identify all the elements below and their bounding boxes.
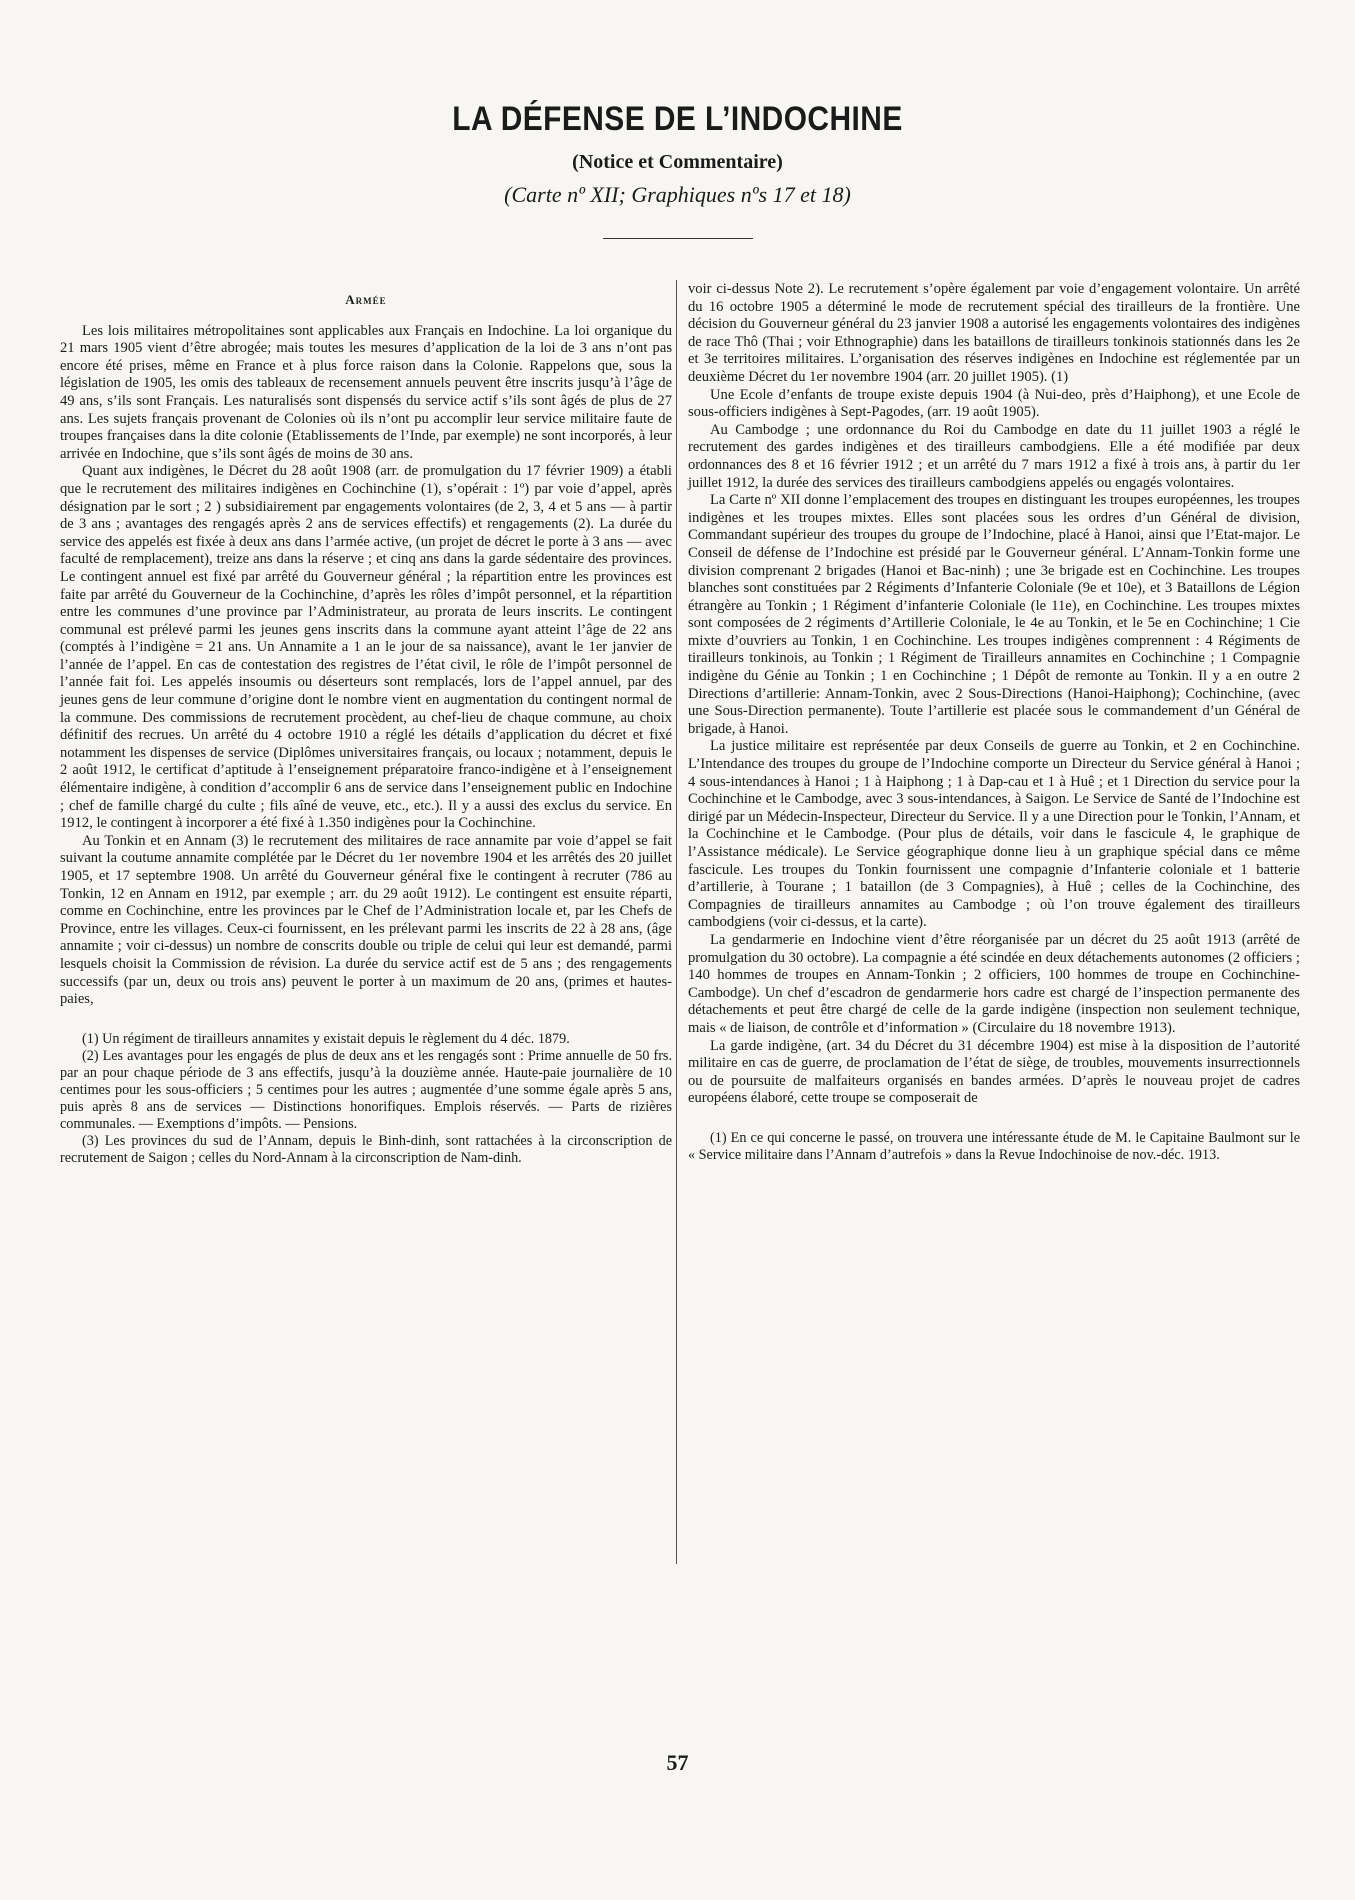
- footnote-gap: [688, 1108, 1300, 1130]
- paragraph: La garde indigène, (art. 34 du Décret du 31 décembre 1904) est mise à la disposition de l’autorité militaire en cas de guerre, de proclamation de l’état de siège, de troubles, mouvements insurrectionnels ou de poursuite de malfaiteurs organisés en bandes armées. D’après le nouveau projet de cadres européens élaboré, cette troupe se composerait de: [688, 1037, 1300, 1107]
- paragraph: La justice militaire est représentée par deux Conseils de guerre au Tonkin, et 2 en Cochinchine. L’Intendance des troupes du groupe de l’Indochine comporte un Directeur du Service général à Hanoi ; 4 sous-intendances à Hanoi ; 1 à Haiphong ; 1 à Dap-cau et 1 à Huê ; et 1 Direction du service pour la Cochinchine et le Cambodge, avec 3 sous-intendances, à Saigon. Le Service de Santé de l’Indochine est dirigé par un Médecin-Inspecteur, Directeur du Service. Il y a une Direction pour le Tonkin, l’Annam, et la Cochinchine et le Cambodge. (Pour plus de détails, voir dans le fascicule 4, le graphique de l’Assistance médicale). Le Service géographique donne lieu à un graphique spécial dans ce même fascicule. Les troupes du Tonkin fournissent une compagnie d’Infanterie coloniale et 1 batterie d’artillerie, à Tourane ; 1 bataillon (de 3 Compagnies), à Huê ; celles de la Cochinchine, des Compagnies de tirailleurs annamites au Cambodge ; où l’on trouve également des tirailleurs cambodgiens (voir ci-dessus, et la carte).: [688, 738, 1300, 931]
- page-number: 57: [666, 1750, 689, 1775]
- paragraph: Au Tonkin et en Annam (3) le recrutement des militaires de race annamite par voie d’appel se fait suivant la coutume annamite complétée par le Décret du 1er novembre 1904 et les arrêtés des 20 juillet 1905, et 17 septembre 1908. Un arrêté du Gouverneur général fixe le contingent à recruter (786 au Tonkin, 12 en Annam en 1912, par exemple ; arr. du 29 août 1912). Le contingent est ensuite réparti, comme en Cochinchine, entre les provinces par le Chef de l’Administration locale et, par les Chefs de Province, entre les villages. Ceux-ci fournissent, en les prélevant parmi les inscrits de 22 à 28 ans, (âge annamite ; voir ci-dessus) un nombre de conscrits double ou triple de celui qui leur est demandé, parmi lesquels choisit la Commission de révision. La durée du service actif est de 5 ans ; des rengagements successifs (par un, deux ou trois ans) peuvent le porter à un maximum de 20 ans, (primes et hautes-paies,: [60, 832, 672, 1008]
- title-rule: [603, 238, 753, 239]
- paragraph: Au Cambodge ; une ordonnance du Roi du Cambodge en date du 11 juillet 1903 a réglé le recrutement des gardes indigènes et des tirailleurs cambodgiens. Elle a été modifiée par deux ordonnances des 8 et 16 février 1912 ; et un arrêté du 7 mars 1912 a fixé à trois ans, à partir du 1er juillet 1912, la durée des services des tirailleurs cambodgiens appelés ou engagés volontaires.: [688, 421, 1300, 491]
- left-column: [60, 278, 672, 1167]
- paragraph: La gendarmerie en Indochine vient d’être réorganisée par un décret du 25 août 1913 (arrêté de promulgation du 30 octobre). La compagnie a été scindée en deux détachements autonomes (2 officiers ; 140 hommes de troupes en Annam-Tonkin ; 2 officiers, 100 hommes de troupe en Cochinchine-Cambodge). Un chef d’escadron de gendarmerie hors cadre est chargé de l’inspection permanente des détachements et peut être chargé de celle de la garde indigène (inspection non seulement technique, mais « de liaison, de contrôle et d’information » (Circulaire du 18 novembre 1913).: [688, 931, 1300, 1036]
- footnote: (3) Les provinces du sud de l’Annam, depuis le Binh-dinh, sont rattachées à la circonscription de recrutement de Saigon ; celles du Nord-Annam à la circonscription de Nam-dinh.: [60, 1132, 672, 1166]
- paragraph: voir ci-dessus Note 2). Le recrutement s’opère également par voie d’engagement volontaire. Un arrêté du 16 octobre 1905 a déterminé le mode de recrutement spécial des tirailleurs de la frontière. Une décision du Gouverneur général du 23 janvier 1908 a autorisé les engagements volontaires des indigènes de race Thô (Thai ; voir Ethnographie) dans les bataillons de tirailleurs tonkinois stationnés dans les 2e et 3e territoires militaires. L’organisation des réserves indigènes en Indochine est réglementée par un deuxième Décret du 1er novembre 1904 (arr. 20 juillet 1905). (1): [688, 281, 1300, 385]
- paragraph: Une Ecole d’enfants de troupe existe depuis 1904 (à Nui-deo, près d’Haiphong), et une Ecole de sous-officiers indigènes à Sept-Pagodes, (arr. 19 août 1905).: [688, 386, 1300, 421]
- column-separator: [676, 280, 677, 1564]
- right-column: [688, 281, 1300, 1164]
- paragraph: Les lois militaires métropolitaines sont applicables aux Français en Indochine. La loi organique du 21 mars 1905 vient d’être abrogée; mais toutes les mesures d’application de la loi de 3 ans n’ont pas encore été prises, même en France et à plus force raison dans la Colonie. Rappelons que, sous la législation de 1905, les omis des tableaux de recensement annuels peuvent être inscrits jusqu’à l’âge de 49 ans, s’ils sont Français. Les naturalisés sont dispensés du service actif s’ils sont âgés de plus de 27 ans. Les sujets français provenant de Colonies où ils n’ont pu accomplir leur service militaire faute de troupes françaises dans la dite colonie (Etablissements de l’Inde, par exemple) ne sont incorporés, à leur arrivée en Indochine, que s’ils sont âgés de moins de 30 ans.: [60, 322, 672, 462]
- section-heading: Armée: [345, 292, 387, 307]
- paragraph: Quant aux indigènes, le Décret du 28 août 1908 (arr. de promulgation du 17 février 1909) a établi que le recrutement des militaires indigènes en Cochinchine (1), s’opérait : 1º) par voie d’appel, après désignation par le sort ; 2 ) subsidiairement par engagements volontaires (de 2, 3, 4 et 5 ans — à partir de 3 ans ; avantages des rengagés après 2 ans de services effectifs) et rengagements (2). La durée du service des appelés est fixée à deux ans dans l’armée active, (un projet de décret le porte à 3 ans — avec faculté de remplacement), treize ans dans la réserve ; et cinq ans dans la garde sédentaire des provinces. Le contingent annuel est fixé par arrêté du Gouverneur général ; la répartition entre les provinces est faite par arrêté du Gouverneur de la Cochinchine, d’après les rôles d’impôt personnel, et la répartition entre les communes d’une province par l’Administrateur, au prorata de leurs inscrits. Le contingent communal est prélevé parmi les jeunes gens inscrits dans la commune ayant atteint l’âge de 22 ans (comptés à l’indigène = 21 ans. Un Annamite a 1 an le jour de sa naissance), avant le 1er janvier de l’année de l’appel. En cas de contestation des registres de l’état civil, le rôle de l’impôt personnel de l’année fait foi. Les appelés insoumis ou déserteurs sont remplacés, lors de l’appel annuel, par des jeunes gens de leur commune d’origine dont le nombre vient en augmentation du contingent normal de la commune. Des commissions de recrutement procèdent, au chef-lieu de chaque commune, au choix définitif des recrues. Un arrêté du 4 octobre 1910 a réglé les détails d’application du décret et fixé notamment les dispenses de service (Diplômes universitaires français, ou locaux ; notamment, depuis le 2 août 1912, le certificat d’aptitude à l’enseignement préparatoire franco-indigène et à l’enseignement élémentaire indigène, à condition d’accomplir 6 ans de service dans l’enseignement public en Indochine ; chef de famille chargé du culte ; fils aîné de veuve, etc., etc.). Il y a aussi des exclus du service. En 1912, le contingent à incorporer a été fixé à 1.350 indigènes pour la Cochinchine.: [60, 463, 672, 832]
- page-header: [0, 100, 1355, 239]
- footnote: (1) Un régiment de tirailleurs annamites y existait depuis le règlement du 4 déc. 1879.: [82, 1030, 570, 1047]
- page-title: LA DÉFENSE DE L’INDOCHINE: [452, 100, 903, 138]
- footnote-gap: [60, 1009, 672, 1031]
- page-subtitle: (Notice et Commentaire): [572, 151, 783, 173]
- map-reference: (Carte nº XII; Graphiques nºs 17 et 18): [504, 182, 851, 207]
- footnote: (2) Les avantages pour les engagés de plus de deux ans et les rengagés sont : Prime annuelle de 50 frs. par an pour chaque période de 3 ans effectifs, jusqu’à la douzième année. Haute-paie journalière de 10 centimes pour les sous-officiers ; 5 centimes pour les autres ; augmentée d’une somme égale après 5 ans, puis après 8 ans de services — Distinctions honorifiques. Emplois réservés. — Parts de rizières communales. — Exemptions d’impôts. — Pensions.: [60, 1047, 672, 1132]
- footnote: (1) En ce qui concerne le passé, on trouvera une intéressante étude de M. le Capitaine Baulmont sur le « Service militaire dans l’Annam d’autrefois » dans la Revue Indochinoise de nov.-déc. 1913.: [688, 1129, 1300, 1163]
- paragraph: La Carte nº XII donne l’emplacement des troupes en distinguant les troupes européennes, les troupes indigènes et les troupes mixtes. Elles sont placées sous les ordres d’un Général de division, Commandant supérieur des troupes du groupe de l’Indochine, placé à Hanoi, ainsi que l’Etat-major. Le Conseil de défense de l’Indochine est présidé par le Gouverneur général. L’Annam-Tonkin forme une division comprenant 2 brigades (Hanoi et Bac-ninh) ; une 3e brigade est en Cochinchine. Les troupes blanches sont constituées par 2 Régiments d’Infanterie Coloniale (9e et 10e), et 3 Bataillons de Légion étrangère au Tonkin ; 1 Régiment d’infanterie Coloniale (le 11e), en Cochinchine. Les troupes mixtes sont composées de 2 régiments d’Artillerie Coloniale, le 4e au Tonkin, et le 5e en Cochinchine; 1 Cie mixte d’ouvriers au Tonkin, 1 en Cochinchine. Les troupes indigènes comprennent : 4 Régiments de tirailleurs tonkinois, au Tonkin ; 1 Régiment de Tirailleurs annamites en Cochinchine ; 1 Compagnie indigène du Génie au Tonkin ; 1 en Cochinchine ; 1 Dépôt de remonte au Tonkin. Il y a en outre 2 Directions d’artillerie: Annam-Tonkin, avec 2 Sous-Directions (Hanoi-Haiphong); Cochinchine, (avec une Sous-Direction permanente). Toute l’artillerie est placée sous le commandement d’un Général de brigade, à Hanoi.: [688, 492, 1300, 737]
